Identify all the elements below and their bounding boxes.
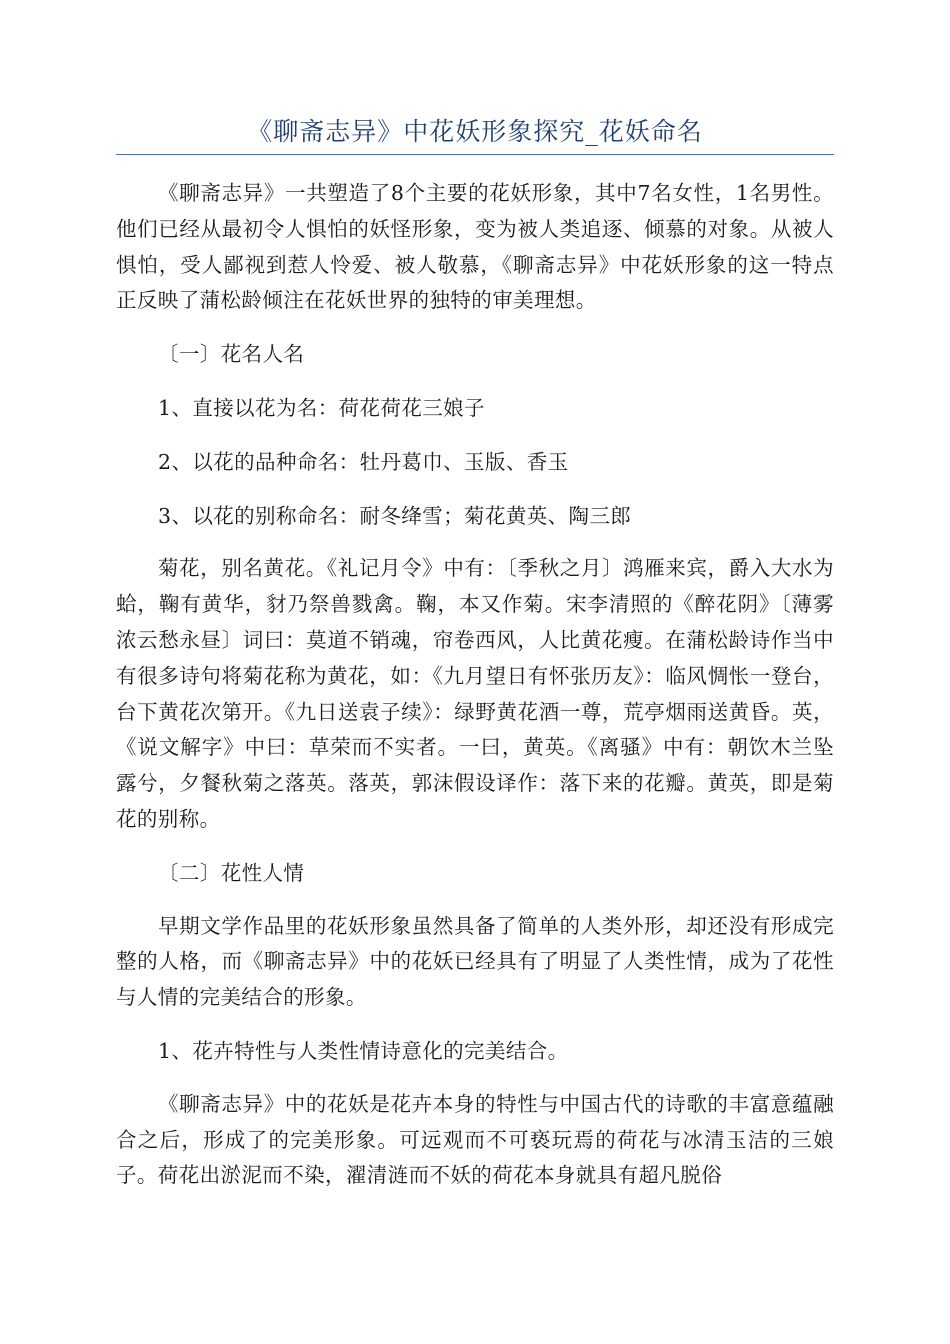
section-heading-1: 〔一〕花名人名 — [158, 342, 305, 367]
document-body — [116, 176, 834, 1194]
list-item: 1、直接以花为名：荷花荷花三娘子 — [158, 395, 485, 420]
document-title: 《聊斋志异》中花妖形象探究_花妖命名 — [247, 117, 703, 146]
list-item: 3、以花的别称命名：耐冬绛雪；菊花黄英、陶三郎 — [158, 503, 632, 528]
body-paragraph: 《聊斋志异》中的花妖是花卉本身的特性与中国古代的诗歌的丰富意蕴融合之后，形成了的完美形象。可远观而不可亵玩焉的荷花与冰清玉洁的三娘子。荷花出淤泥而不染，濯清涟而不妖的荷花本身就具有超凡脱俗 — [116, 1091, 834, 1188]
intro-paragraph: 《聊斋志异》一共塑造了8个主要的花妖形象，其中7名女性，1名男性。他们已经从最初令人惧怕的妖怪形象，变为被人类追逐、倾慕的对象。从被人惧怕，受人鄙视到惹人怜爱、被人敬慕，《聊斋志异》中花妖形象的这一特点正反映了蒲松龄倾注在花妖世界的独特的审美理想。 — [116, 181, 834, 313]
list-item: 2、以花的品种命名：牡丹葛巾、玉版、香玉 — [158, 449, 569, 474]
body-paragraph: 早期文学作品里的花妖形象虽然具备了简单的人类外形，却还没有形成完整的人格，而《聊斋志异》中的花妖已经具有了明显了人类性情，成为了花性与人情的完美结合的形象。 — [116, 913, 834, 1010]
section-heading-2: 〔二〕花性人情 — [158, 860, 305, 885]
list-item: 1、花卉特性与人类性情诗意化的完美结合。 — [158, 1038, 569, 1063]
title-underline — [116, 154, 834, 155]
body-paragraph: 菊花，别名黄花。《礼记月令》中有：〔季秋之月〕鸿雁来宾，爵入大水为蛤，鞠有黄华，豺乃祭兽戮禽。鞠，本又作菊。宋李清照的《醉花阴》〔薄雾浓云愁永昼〕词曰：莫道不销魂，帘卷西风，人比黄花瘦。在蒲松龄诗作当中有很多诗句将菊花称为黄花，如：《九月望日有怀张历友》：临风惆怅一登台，台下黄花次第开。《九日送袁子续》：绿野黄花酒一尊，荒亭烟雨送黄昏。英，《说文解字》中曰：草荣而不实者。一曰，黄英。《离骚》中有：朝饮木兰坠露兮，夕餐秋菊之落英。落英，郭沫假设译作：落下来的花瓣。黄英，即是菊花的别称。 — [116, 556, 834, 831]
